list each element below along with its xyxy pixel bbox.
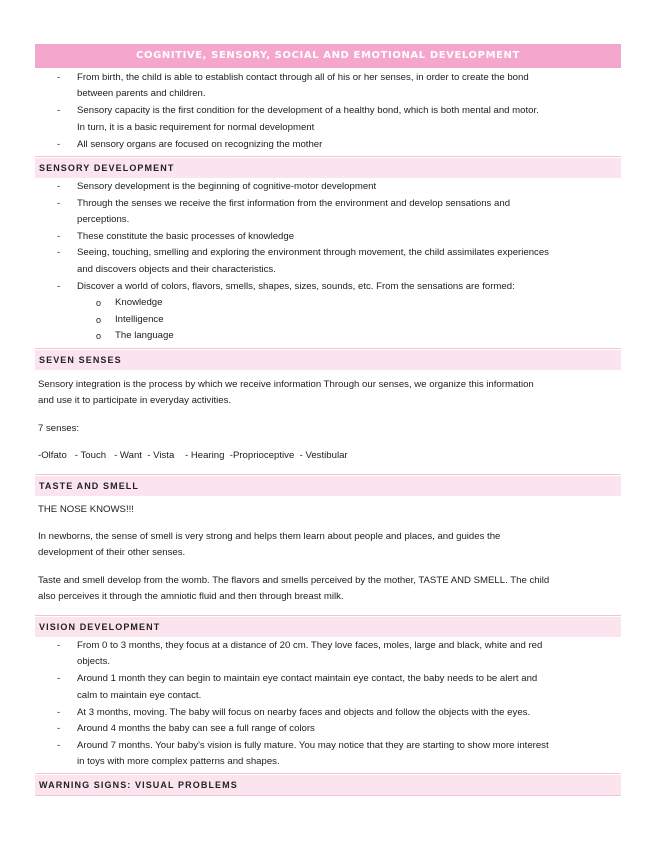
vision-bullet-4-line-1: Around 4 months the baby can see a full range of colors bbox=[77, 723, 315, 734]
intro-bullet-1-line-2: between parents and children. bbox=[77, 88, 206, 99]
page-title: COGNITIVE, SENSORY, SOCIAL AND EMOTIONAL DEVELOPMENT bbox=[35, 44, 621, 68]
sub-bullet-circle: o bbox=[96, 331, 102, 341]
section-divider bbox=[35, 795, 621, 796]
intro-bullet-2-line-2: In turn, it is a basic requirement for normal development bbox=[77, 122, 315, 133]
seven-senses-paragraph-line-1: Sensory integration is the process by which we receive information Through our senses, we organize this information bbox=[38, 379, 534, 390]
sensory-bullet-4-line-1: Seeing, touching, smelling and exploring the environment through movement, the child assimilates experiences bbox=[77, 247, 549, 258]
seven-senses-list: -Olfato - Touch - Want - Vista - Hearing -Proprioceptive - Vestibular bbox=[38, 450, 348, 461]
taste-smell-paragraph-2-line-1: Taste and smell develop from the womb. The flavors and smells perceived by the mother, TASTE AND SMELL. The child bbox=[38, 575, 550, 586]
intro-bullet-1-line-1: From birth, the child is able to establish contact through all of his or her senses, in order to create the bond bbox=[77, 72, 529, 83]
bullet-dash: - bbox=[57, 673, 61, 684]
bullet-dash: - bbox=[57, 281, 61, 292]
section-divider bbox=[35, 773, 621, 774]
taste-smell-tagline: THE NOSE KNOWS!!! bbox=[38, 504, 134, 515]
section-heading-sensory: SENSORY DEVELOPMENT bbox=[35, 158, 621, 178]
sensory-bullet-3-line-1: These constitute the basic processes of knowledge bbox=[77, 231, 295, 242]
taste-smell-paragraph-2-line-2: also perceives it through the amniotic fluid and then through breast milk. bbox=[38, 591, 344, 602]
bullet-dash: - bbox=[57, 198, 61, 209]
bullet-dash: - bbox=[57, 640, 61, 651]
vision-bullet-5-line-1: Around 7 months. Your baby's vision is fully mature. You may notice that they are starting to show more interest bbox=[77, 740, 549, 751]
taste-smell-paragraph-1-line-2: development of their other senses. bbox=[38, 547, 186, 558]
bullet-dash: - bbox=[57, 72, 61, 83]
sensory-bullet-4-line-2: and discovers objects and their characteristics. bbox=[77, 264, 276, 275]
section-heading-taste-smell: TASTE AND SMELL bbox=[35, 476, 621, 496]
intro-bullet-3-line-1: All sensory organs are focused on recognizing the mother bbox=[77, 139, 323, 150]
vision-bullet-2-line-2: calm to maintain eye contact. bbox=[77, 690, 202, 701]
bullet-dash: - bbox=[57, 105, 61, 116]
bullet-dash: - bbox=[57, 247, 61, 258]
section-heading-vision: VISION DEVELOPMENT bbox=[35, 617, 621, 637]
sub-bullet-circle: o bbox=[96, 315, 102, 325]
bullet-dash: - bbox=[57, 139, 61, 150]
section-heading-seven-senses: SEVEN SENSES bbox=[35, 350, 621, 370]
bullet-dash: - bbox=[57, 707, 61, 718]
bullet-dash: - bbox=[57, 740, 61, 751]
sensory-sub-item-1: Knowledge bbox=[115, 297, 163, 308]
section-divider bbox=[35, 474, 621, 475]
intro-bullet-2-line-1: Sensory capacity is the first condition for the development of a healthy bond, which is both mental and motor. bbox=[77, 105, 539, 116]
section-divider bbox=[35, 615, 621, 616]
section-heading-warning: WARNING SIGNS: VISUAL PROBLEMS bbox=[35, 775, 621, 795]
sensory-sub-item-2: Intelligence bbox=[115, 314, 164, 325]
seven-senses-count-label: 7 senses: bbox=[38, 423, 80, 434]
sensory-bullet-2-line-1: Through the senses we receive the first information from the environment and develop sensations and bbox=[77, 198, 511, 209]
vision-bullet-5-line-2: in toys with more complex patterns and shapes. bbox=[77, 756, 280, 767]
sub-bullet-circle: o bbox=[96, 298, 102, 308]
vision-bullet-1-line-2: objects. bbox=[77, 656, 111, 667]
vision-bullet-3-line-1: At 3 months, moving. The baby will focus on nearby faces and objects and follow the objects with the eyes. bbox=[77, 707, 531, 718]
section-divider bbox=[35, 156, 621, 157]
bullet-dash: - bbox=[57, 231, 61, 242]
sensory-bullet-5-line-1: Discover a world of colors, flavors, smells, shapes, sizes, sounds, etc. From the sensations are formed: bbox=[77, 281, 515, 292]
sensory-bullet-2-line-2: perceptions. bbox=[77, 214, 130, 225]
seven-senses-paragraph-line-2: and use it to participate in everyday activities. bbox=[38, 395, 232, 406]
bullet-dash: - bbox=[57, 181, 61, 192]
vision-bullet-2-line-1: Around 1 month they can begin to maintain eye contact maintain eye contact, the baby needs to be alert and bbox=[77, 673, 538, 684]
section-divider bbox=[35, 348, 621, 349]
sensory-bullet-1-line-1: Sensory development is the beginning of cognitive-motor development bbox=[77, 181, 377, 192]
bullet-dash: - bbox=[57, 723, 61, 734]
vision-bullet-1-line-1: From 0 to 3 months, they focus at a distance of 20 cm. They love faces, moles, large and black, white and red bbox=[77, 640, 543, 651]
taste-smell-paragraph-1-line-1: In newborns, the sense of smell is very strong and helps them learn about people and places, and guides the bbox=[38, 531, 501, 542]
sensory-sub-item-3: The language bbox=[115, 330, 174, 341]
